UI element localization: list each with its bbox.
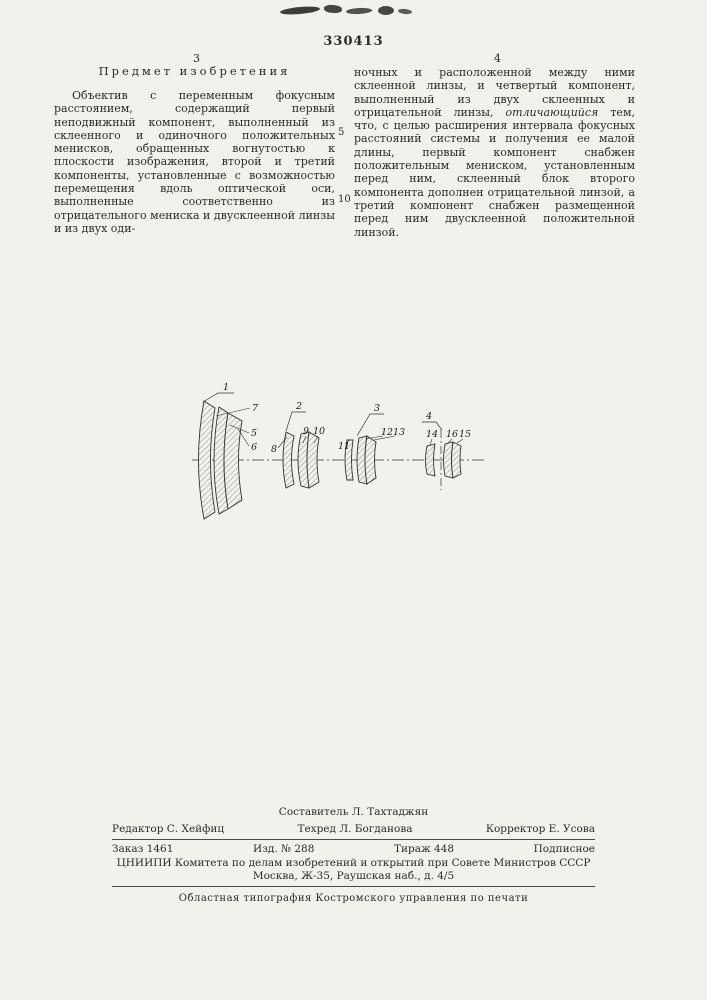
group3-leader-line — [357, 414, 384, 436]
editor-credit: Редактор С. Хейфиц — [112, 823, 225, 835]
lens-element-13 — [365, 436, 376, 484]
publisher-line2: Москва, Ж-35, Раушская наб., д. 4/5 — [252, 870, 455, 882]
publisher-line1: ЦНИИПИ Комитета по делам изобретений и открытий при Совете Министров СССР — [116, 857, 591, 869]
divider — [112, 886, 595, 887]
corrector-credit: Корректор Е. Усова — [485, 823, 595, 835]
section-heading: Предмет изобретения — [98, 64, 291, 78]
figure-label-element11: 11 — [337, 441, 351, 452]
ink-smudge — [378, 6, 394, 15]
ink-smudge — [280, 5, 320, 15]
lens-element-14 — [426, 444, 436, 476]
scan-artifact — [280, 2, 415, 20]
figure-label-element12: 12 — [380, 427, 394, 438]
figure-label-element7: 7 — [251, 403, 259, 414]
lens-element-6 — [224, 413, 242, 509]
figure-label-element13: 13 — [392, 427, 406, 438]
page-number-right: 4 — [494, 52, 501, 65]
claim-text-right — [354, 66, 635, 239]
claim-text-left: Объектив с переменным фокусным расстоянием, содержащий первый неподвижный компонент, выполненный из склеенного и одиночного положительных менисков, обращенных вогнутостью к плоскости изображения, второй и третий компоненты, установленные с возможностью перемещения вдоль оптической оси, выполненные соответственно из отрицательного мениска и двусклеенной линзы и из двух оди- — [54, 89, 335, 235]
figure-label-element14: 14 — [425, 429, 439, 440]
figure-label-element8: 8 — [270, 444, 278, 455]
order-number: Заказ 1461 — [112, 843, 174, 855]
claim-line-number-10: 10 — [338, 194, 351, 205]
right-column — [354, 66, 635, 239]
figure-label-group2: 2 — [295, 401, 303, 412]
edition-number: Изд. № 288 — [253, 843, 315, 855]
figure-label-element9: 9 — [302, 426, 310, 437]
page-number-left: 3 — [193, 52, 200, 65]
divider — [112, 839, 595, 840]
claim-text-part1: ночных и расположенной между ними склеенной линзы, и четвертый компонент, выполненный из двух склеенных и отрицательной линзы, — [354, 66, 635, 119]
figure-label-element15: 15 — [458, 429, 472, 440]
ink-smudge — [398, 8, 412, 14]
lens-element-10 — [307, 432, 319, 488]
footer — [112, 806, 595, 905]
circulation: Тираж 448 — [393, 843, 455, 855]
claim-text-italic: отличающийся — [505, 105, 599, 119]
lens-element-15 — [452, 442, 462, 478]
figure-label-group3: 3 — [373, 403, 381, 414]
printing-house: Областная типография Костромского управления по печати — [178, 893, 529, 904]
techred-credit: Техред Л. Богданова — [297, 823, 413, 835]
compiler-credit: Составитель Л. Тахтаджян — [278, 806, 429, 818]
figure-label-element16: 16 — [445, 429, 459, 440]
subscription-note: Подписное — [533, 843, 595, 855]
claim-text-part2: тем, что, с целью расширения интервала фокусных расстояний системы и получения ее малой длины, первый компонент снабжен положительным мениском, установленным перед ним, склеенный блок второго компонента дополнен отрицательной линзой, а третий компонент снабжен размещенной перед ним двусклеенной положительной линзой. — [354, 105, 635, 239]
group1-leader-line — [203, 393, 234, 402]
patent-number: 330413 — [323, 34, 384, 49]
lens-diagram — [190, 373, 490, 523]
editors-row — [112, 823, 595, 835]
ink-smudge — [346, 7, 372, 14]
print-info-row — [112, 843, 595, 855]
claim-line-number-5: 5 — [338, 127, 345, 138]
figure-label-group4: 4 — [425, 411, 433, 422]
ink-smudge — [324, 4, 343, 13]
figure-label-element10: 10 — [312, 426, 326, 437]
figure-label-element5: 5 — [250, 428, 258, 439]
figure-label-element6: 6 — [250, 442, 258, 453]
figure-label-group1: 1 — [222, 382, 230, 393]
left-column — [54, 64, 335, 235]
